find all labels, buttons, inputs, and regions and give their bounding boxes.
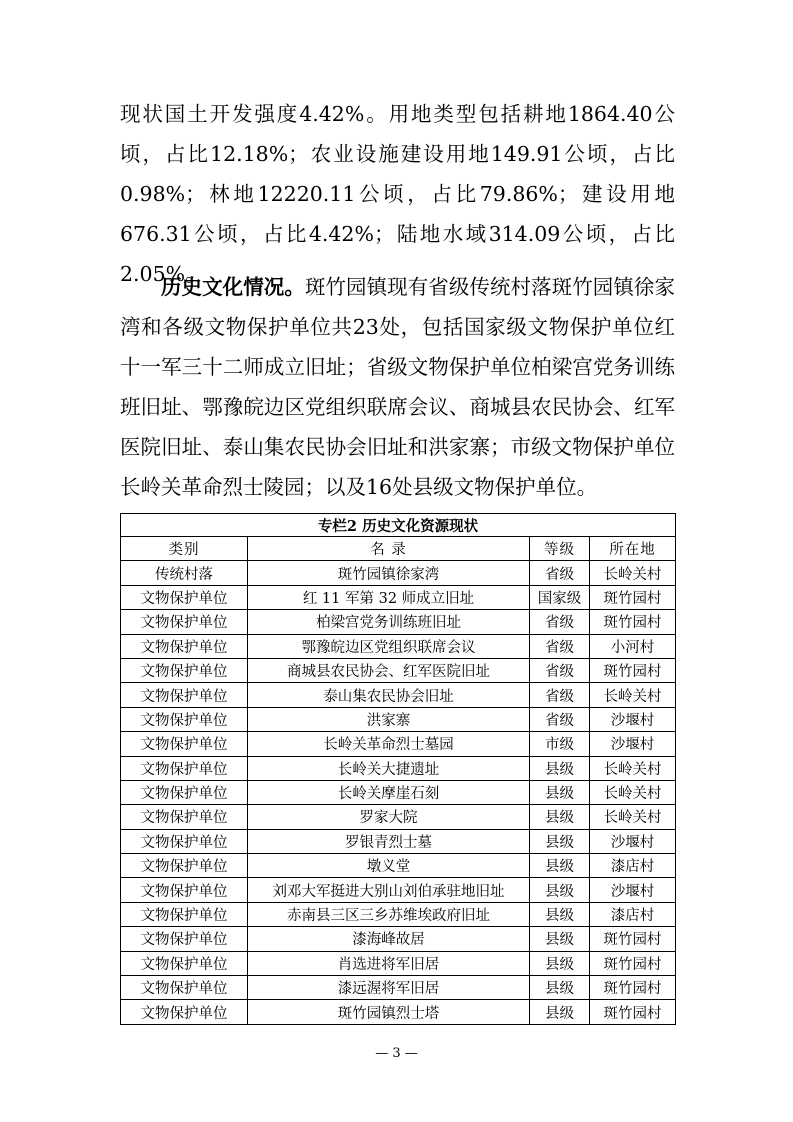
- page-number: — 3 —: [375, 1046, 418, 1061]
- table-header-row: [121, 537, 676, 561]
- cell-category: 文物保护单位: [121, 927, 248, 951]
- cell-category: 文物保护单位: [121, 610, 248, 634]
- table-row: [121, 658, 676, 682]
- cell-location: 斑竹园村: [590, 927, 676, 951]
- table-row: [121, 780, 676, 804]
- cell-location: 长岭关村: [590, 756, 676, 780]
- table-caption: 专栏2 历史文化资源现状: [121, 514, 676, 537]
- cell-location: 斑竹园村: [590, 585, 676, 609]
- table-row: [121, 854, 676, 878]
- cell-location: 斑竹园村: [590, 610, 676, 634]
- cell-level: 县级: [530, 854, 590, 878]
- cell-level: 县级: [530, 878, 590, 902]
- table-row: [121, 585, 676, 609]
- table-row: [121, 951, 676, 975]
- heritage-resources-table: [120, 513, 676, 1025]
- cell-location: 斑竹园村: [590, 1000, 676, 1024]
- table-row: [121, 805, 676, 829]
- table-row: [121, 1000, 676, 1024]
- cell-category: 文物保护单位: [121, 805, 248, 829]
- cell-name: 赤南县三区三乡苏维埃政府旧址: [248, 902, 530, 926]
- table-row: [121, 756, 676, 780]
- cell-location: 斑竹园村: [590, 951, 676, 975]
- table-row: [121, 707, 676, 731]
- cell-category: 文物保护单位: [121, 683, 248, 707]
- header-level: 等级: [530, 537, 590, 561]
- paragraph-lead-heading: 历史文化情况。: [161, 275, 305, 299]
- cell-level: 县级: [530, 927, 590, 951]
- cell-name: 罗家大院: [248, 805, 530, 829]
- table-row: [121, 902, 676, 926]
- cell-level: 省级: [530, 610, 590, 634]
- cell-level: 县级: [530, 829, 590, 853]
- cell-name: 泰山集农民协会旧址: [248, 683, 530, 707]
- cell-level: 县级: [530, 780, 590, 804]
- cell-location: 长岭关村: [590, 780, 676, 804]
- table-row: [121, 878, 676, 902]
- cell-location: 沙堰村: [590, 829, 676, 853]
- cell-level: 市级: [530, 732, 590, 756]
- cell-name: 肖选进将军旧居: [248, 951, 530, 975]
- table-row: [121, 561, 676, 585]
- paragraph-land-use: 现状国土开发强度4.42%。用地类型包括耕地1864.40公顷，占比12.18%；农业设施建设用地149.91公顷，占比0.98%；林地12220.11公顷，占比79.86%；建设用地676.31公顷，占比4.42%；陆地水域314.09公顷，占比2.05%。: [120, 102, 675, 286]
- cell-category: 文物保护单位: [121, 951, 248, 975]
- table-row: [121, 683, 676, 707]
- cell-name: 漆远渥将军旧居: [248, 976, 530, 1000]
- table-row: [121, 829, 676, 853]
- table-row: [121, 732, 676, 756]
- table-row: [121, 610, 676, 634]
- cell-location: 斑竹园村: [590, 976, 676, 1000]
- table-row: [121, 634, 676, 658]
- table-body: [121, 561, 676, 1024]
- cell-category: 文物保护单位: [121, 780, 248, 804]
- header-name: 名 录: [248, 537, 530, 561]
- cell-level: 省级: [530, 658, 590, 682]
- cell-level: 省级: [530, 683, 590, 707]
- cell-category: 文物保护单位: [121, 902, 248, 926]
- cell-name: 斑竹园镇徐家湾: [248, 561, 530, 585]
- table-row: [121, 927, 676, 951]
- cell-category: 文物保护单位: [121, 756, 248, 780]
- cell-name: 长岭关革命烈士墓园: [248, 732, 530, 756]
- cell-category: 文物保护单位: [121, 585, 248, 609]
- cell-level: 县级: [530, 951, 590, 975]
- cell-category: 文物保护单位: [121, 878, 248, 902]
- cell-category: 文物保护单位: [121, 634, 248, 658]
- cell-level: 国家级: [530, 585, 590, 609]
- cell-name: 刘邓大军挺进大别山刘伯承驻地旧址: [248, 878, 530, 902]
- cell-category: 文物保护单位: [121, 707, 248, 731]
- cell-level: 县级: [530, 805, 590, 829]
- cell-location: 漆店村: [590, 902, 676, 926]
- table-row: [121, 976, 676, 1000]
- cell-category: 文物保护单位: [121, 854, 248, 878]
- cell-level: 县级: [530, 902, 590, 926]
- cell-location: 斑竹园村: [590, 658, 676, 682]
- paragraph-body: 斑竹园镇现有省级传统村落斑竹园镇徐家湾和各级文物保护单位共23处，包括国家级文物保护单位红十一军三十二师成立旧址；省级文物保护单位柏梁宫党务训练班旧址、鄂豫皖边区党组织联席会议、商城县农民协会、红军医院旧址、泰山集农民协会旧址和洪家寨；市级文物保护单位长岭关革命烈士陵园；以及16处县级文物保护单位。: [120, 275, 675, 499]
- cell-name: 长岭关大捷遗址: [248, 756, 530, 780]
- cell-name: 长岭关摩崖石刻: [248, 780, 530, 804]
- cell-name: 商城县农民协会、红军医院旧址: [248, 658, 530, 682]
- cell-level: 省级: [530, 561, 590, 585]
- cell-location: 长岭关村: [590, 561, 676, 585]
- paragraph-history-culture: [120, 267, 675, 507]
- cell-location: 长岭关村: [590, 683, 676, 707]
- cell-location: 沙堰村: [590, 878, 676, 902]
- cell-name: 红 11 军第 32 师成立旧址: [248, 585, 530, 609]
- header-category: 类别: [121, 537, 248, 561]
- cell-level: 省级: [530, 707, 590, 731]
- cell-name: 漆海峰故居: [248, 927, 530, 951]
- cell-name: 斑竹园镇烈士塔: [248, 1000, 530, 1024]
- cell-level: 省级: [530, 634, 590, 658]
- cell-level: 县级: [530, 1000, 590, 1024]
- cell-category: 文物保护单位: [121, 658, 248, 682]
- cell-category: 文物保护单位: [121, 976, 248, 1000]
- cell-location: 沙堰村: [590, 707, 676, 731]
- cell-category: 文物保护单位: [121, 1000, 248, 1024]
- cell-category: 文物保护单位: [121, 732, 248, 756]
- cell-name: 墩义堂: [248, 854, 530, 878]
- cell-location: 长岭关村: [590, 805, 676, 829]
- header-location: 所在地: [590, 537, 676, 561]
- cell-name: 洪家寨: [248, 707, 530, 731]
- cell-location: 漆店村: [590, 854, 676, 878]
- cell-location: 小河村: [590, 634, 676, 658]
- cell-category: 传统村落: [121, 561, 248, 585]
- cell-level: 县级: [530, 976, 590, 1000]
- cell-location: 沙堰村: [590, 732, 676, 756]
- cell-name: 罗银青烈士墓: [248, 829, 530, 853]
- cell-name: 鄂豫皖边区党组织联席会议: [248, 634, 530, 658]
- cell-category: 文物保护单位: [121, 829, 248, 853]
- cell-name: 柏梁宫党务训练班旧址: [248, 610, 530, 634]
- cell-level: 县级: [530, 756, 590, 780]
